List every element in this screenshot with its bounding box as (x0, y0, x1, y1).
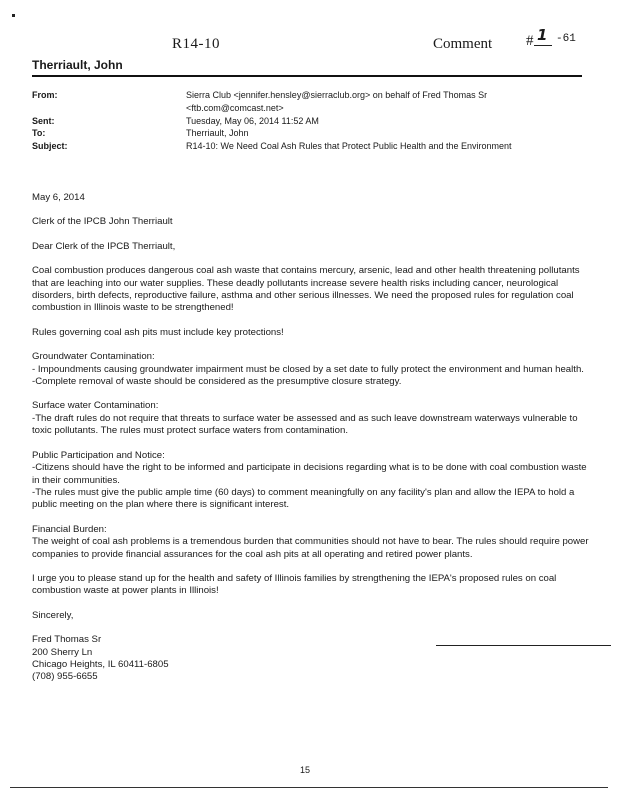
paragraph-protections: Rules governing coal ash pits must include key protections! (32, 326, 284, 338)
sent-label: Sent: (32, 115, 55, 126)
surface-water-item-1: -The draft rules do not require that threats to surface water be assessed and as such leave downstream waterways vulnerable to toxic pollutants. The rules must protect surface waters from contamination. (32, 412, 578, 437)
groundwater-heading: Groundwater Contamination: (32, 351, 155, 363)
signature-name: Fred Thomas Sr (32, 634, 102, 646)
public-participation-item-2: -The rules must give the public ample time (60 days) to comment meaningfully on any facility's plan and allow the IEPA to hold a public meeting on the plan where there is significant interest. (32, 486, 575, 511)
handwritten-underline (436, 645, 611, 646)
signature-address-2: Chicago Heights, IL 60411-6805 (32, 658, 169, 670)
public-participation-heading: Public Participation and Notice: (32, 449, 165, 461)
comment-suffix: -61 (556, 33, 576, 45)
recipient-name: Therriault, John (32, 58, 123, 72)
letter-body (32, 192, 592, 684)
docket-number: R14-10 (172, 36, 220, 52)
financial-burden-heading: Financial Burden: (32, 523, 107, 535)
from-row (32, 89, 592, 115)
header-divider (32, 75, 582, 77)
subject-value: R14-10: We Need Coal Ash Rules that Protect Public Health and the Environment (186, 141, 512, 152)
sent-row (32, 115, 592, 128)
email-metadata (32, 89, 592, 153)
comment-number-handwritten: 1 (537, 26, 548, 44)
signature-phone: (708) 955-6655 (32, 671, 98, 683)
from-value-line2: <ftb.com@comcast.net> (186, 102, 284, 113)
from-label: From: (32, 90, 58, 100)
surface-water-heading: Surface water Contamination: (32, 400, 159, 412)
from-value-line1: Sierra Club <jennifer.hensley@sierraclub.org> on behalf of Fred Thomas Sr (186, 90, 488, 100)
closing-paragraph: I urge you to please stand up for the health and safety of Illinois families by strengthening the IEPA's proposed rules on coal combustion waste at power plants in Illinois! (32, 572, 557, 597)
comment-label: Comment (433, 36, 493, 52)
groundwater-item-2: -Complete removal of waste should be considered as the presumptive closure strategy. (32, 376, 402, 388)
from-value (186, 89, 592, 115)
signature-address-1: 200 Sherry Ln (32, 646, 93, 658)
letter-addressee: Clerk of the IPCB John Therriault (32, 216, 173, 228)
groundwater-item-1: - Impoundments causing groundwater impairment must be closed by a set date to fully protect the environment and human health. (32, 363, 584, 375)
subject-row (32, 140, 592, 153)
sent-value: Tuesday, May 06, 2014 11:52 AM (186, 115, 319, 126)
comment-hash: # (526, 33, 534, 49)
financial-burden-item-1: The weight of coal ash problems is a tremendous burden that communities should not have to bear. The rules should require power companies to provide financial assurances for the coal ash pits at all operating and retired power plants. (32, 536, 589, 560)
comment-number-underline (534, 45, 552, 46)
paragraph-intro: Coal combustion produces dangerous coal ash waste that contains mercury, arsenic, lead and other health threatening pollutants that are leaching into our water supplies. These deadly pollutants increase severe health risks including cancer, neurological disorders, birth defects, reproductive failure, asthma and other serious illnesses. We need the proposed rules for regulation coal combustion in Illinois waste to be strengthened! (32, 265, 580, 314)
to-label: To: (32, 128, 46, 139)
scan-speck (12, 14, 15, 17)
to-row (32, 127, 592, 140)
letter-salutation: Dear Clerk of the IPCB Therriault, (32, 240, 176, 252)
page-number: 15 (300, 765, 311, 775)
signoff: Sincerely, (32, 609, 74, 621)
footer-rule (10, 787, 608, 788)
to-value: Therriault, John (186, 128, 249, 139)
subject-label: Subject: (32, 141, 68, 152)
letter-date: May 6, 2014 (32, 192, 85, 203)
public-participation-item-1: -Citizens should have the right to be informed and participate in decisions regarding what is to be done with coal combustion waste in their communities. (32, 462, 587, 486)
